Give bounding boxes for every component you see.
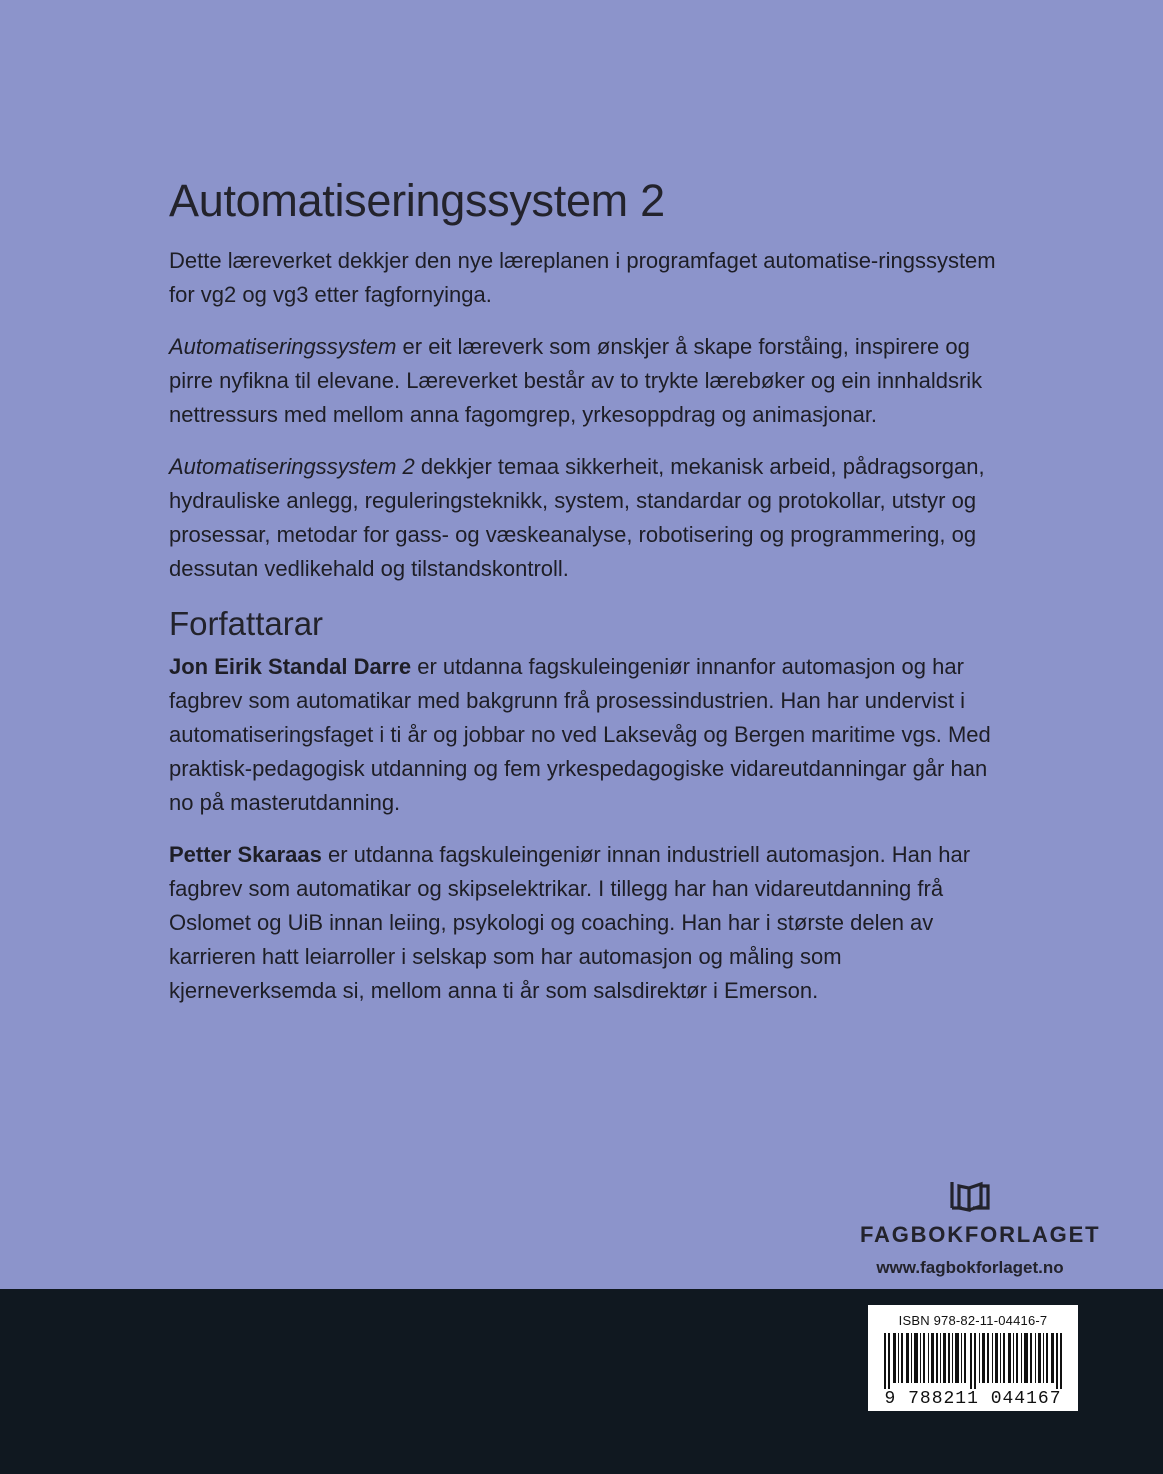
book-title: Automatiseringssystem 2: [169, 175, 665, 226]
authors-heading: Forfattarar: [169, 605, 324, 642]
intro-paragraph-3-text: dekkjer temaa sikkerheit, mekanisk arbeid, pådragsorgan, hydrauliske anlegg, reguleringsteknikk, system, standardar og protokollar, utstyr og prosessar, metodar for gass- og væskeanalyse, robotisering og programmering, og dessutan vedlikehald og tilstandskontroll.: [169, 454, 985, 581]
intro-paragraph-3: [169, 450, 999, 586]
intro-paragraph-1: Dette læreverket dekkjer den nye læreplanen i programfaget automatise-ringssystem for vg2 og vg3 etter fagfornyinga.: [169, 248, 996, 307]
author-bio-text: er utdanna fagskuleingeniør innanfor automasjon og har fagbrev som automatikar med bakgrunn frå prosessindustrien. Han har undervist i automatiseringsfaget i ti år og jobbar no ved Laksevåg og Bergen maritime vgs. Med praktisk-pedagogisk utdanning og fem yrkespedagogiske vidareutdanningar går han no på masterutdanning.: [169, 654, 991, 815]
intro-paragraph-2-text: er eit læreverk som ønskjer å skape forståing, inspirere og pirre nyfikna til elevane. Læreverket består av to trykte lærebøker og ein innhaldsrik nettressurs med mellom anna fagomgrep, yrkesoppdrag og animasjonar.: [169, 334, 983, 427]
intro-paragraph-2: [169, 330, 999, 432]
isbn-label: ISBN 978-82-11-04416-7: [898, 1313, 1048, 1328]
book-logo-icon: [949, 1180, 991, 1212]
author-bio-1: [169, 650, 999, 820]
author-bio-2: [169, 838, 999, 1008]
author-name: Petter Skaraas: [169, 842, 322, 867]
italic-title: Automatiseringssystem 2: [169, 454, 415, 479]
italic-title: Automatiseringssystem: [169, 334, 397, 359]
publisher-url: www.fagbokforlaget.no: [876, 1258, 1064, 1277]
isbn-barcode: [868, 1305, 1078, 1411]
barcode-bars: [882, 1333, 1064, 1389]
author-name: Jon Eirik Standal Darre: [169, 654, 412, 679]
author-bio-text: er utdanna fagskuleingeniør innan industriell automasjon. Han har fagbrev som automatikar og skipselektrikar. I tillegg har han vidareutdanning frå Oslomet og UiB innan leiing, psykologi og coaching. Han har i største delen av karrieren hatt leiarroller i selskap som har automasjon og måling som kjerneverksemda si, mellom anna ti år som salsdirektør i Emerson.: [169, 842, 971, 1003]
barcode-digits: 9 788211 044167: [884, 1389, 1062, 1409]
publisher-block: [860, 1180, 1101, 1278]
back-cover-text: [169, 170, 999, 1008]
publisher-name: FAGBOKFORLAGET: [860, 1222, 1101, 1247]
